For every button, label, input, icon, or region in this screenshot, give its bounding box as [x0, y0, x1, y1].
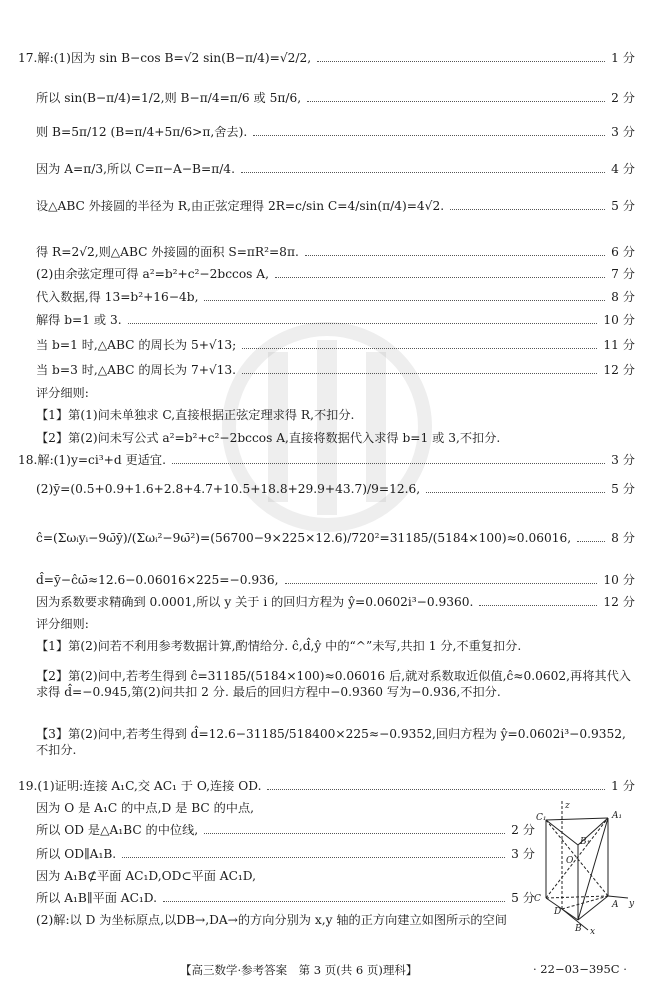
- label-D: D: [554, 907, 562, 917]
- q18-rubric-2: 【2】第(2)问中,若考生得到 ĉ=31185/(5184×100)≈0.06016 后,就对系数取近似值,ĉ≈0.0602,再将其代入求得 d̂=−0.945,第(2)问共扣 2 分. 最后的回归方程中−0.9360 写为−0.936,不扣分.: [36, 669, 631, 699]
- q18-rubric-title: 评分细则:: [36, 617, 89, 631]
- q17-line-9: 解得 b=1 或 3. 10 分: [36, 313, 635, 327]
- q18-line-5: 因为系数要求精确到 0.0001,所以 y 关于 i 的回归方程为 ŷ=0.0602i³−0.9360. 12 分: [36, 595, 635, 609]
- footer-code: · 22−03−395C ·: [533, 962, 627, 976]
- q18-rubric-3: 【3】第(2)问中,若考生得到 d̂=12.6−31185/518400×225≈−0.9352,回归方程为 ŷ=0.0602i³−0.9352,不扣分.: [36, 727, 626, 757]
- q17-rubric-title: 评分细则:: [36, 386, 89, 400]
- q19-line-2: 因为 O 是 A₁C 的中点,D 是 BC 的中点,: [36, 801, 255, 815]
- label-z: z: [565, 801, 570, 811]
- q17-line-2: 所以 sin(B−π/4)=1/2,则 B−π/4=π/6 或 5π/6, 2 分: [36, 91, 635, 105]
- prism-figure: [528, 800, 638, 935]
- q17-line-4: 因为 A=π/3,所以 C=π−A−B=π/4. 4 分: [36, 162, 635, 176]
- label-A1: A₁: [612, 811, 623, 821]
- q17-line-7: (2)由余弦定理可得 a²=b²+c²−2bccos A, 7 分: [36, 267, 635, 281]
- q19-line-3: 所以 OD 是△A₁BC 的中位线, 2 分: [36, 823, 535, 837]
- q17-line-11: 当 b=3 时,△ABC 的周长为 7+√13. 12 分: [36, 363, 635, 377]
- q18-line-1: 18.解:(1)y=ci³+d 更适宜. 3 分: [18, 453, 635, 467]
- label-x: x: [590, 927, 596, 935]
- label-C: C: [534, 894, 541, 904]
- label-A: A: [612, 900, 619, 910]
- q19-line-7: (2)解:以 D 为坐标原点,以DB→,DA→的方向分别为 x,y 轴的正方向建立如图所示的空间: [36, 913, 507, 927]
- q19-line-5: 因为 A₁B⊄平面 AC₁D,OD⊂平面 AC₁D,: [36, 869, 257, 883]
- q17-line-1: 17.解:(1)因为 sin B−cos B=√2 sin(B−π/4)=√2/2, 1 分: [18, 51, 635, 65]
- label-y: y: [629, 899, 635, 909]
- q17-line-6: 得 R=2√2,则△ABC 外接圆的面积 S=πR²=8π. 6 分: [36, 245, 635, 259]
- q17-line-10: 当 b=1 时,△ABC 的周长为 5+√13; 11 分: [36, 338, 635, 352]
- q18-line-4: d̂=ȳ−ĉω̄≈12.6−0.06016×225=−0.936, 10 分: [36, 573, 635, 587]
- label-B1: B₁: [580, 837, 591, 847]
- q17-line-3: 则 B=5π/12 (B=π/4+5π/6>π,舍去). 3 分: [36, 125, 635, 139]
- q19-line-4: 所以 OD∥A₁B. 3 分: [36, 847, 535, 861]
- q18-line-2: (2)ȳ=(0.5+0.9+1.6+2.8+4.7+10.5+18.8+29.9+43.7)/9=12.6, 5 分: [36, 482, 635, 496]
- footer-title: 【高三数学·参考答案 第 3 页(共 6 页)理科】: [180, 963, 418, 977]
- label-B: B: [575, 924, 582, 934]
- label-O: O: [566, 856, 574, 866]
- q18-line-3: ĉ=(Σωᵢyᵢ−9ω̄ȳ)/(Σωᵢ²−9ω̄²)=(56700−9×225×12.6)/720²=31185/(5184×100)≈0.06016, 8 分: [36, 531, 635, 545]
- label-C1: C₁: [536, 813, 547, 823]
- q17-line-5: 设△ABC 外接圆的半径为 R,由正弦定理得 2R=c/sin C=4/sin(π/4)=4√2. 5 分: [36, 199, 635, 213]
- q17-rubric-2: 【2】第(2)问未写公式 a²=b²+c²−2bccos A,直接将数据代入求得 b=1 或 3,不扣分.: [36, 431, 501, 445]
- q17-line-8: 代入数据,得 13=b²+16−4b, 8 分: [36, 290, 635, 304]
- q18-rubric-1: 【1】第(2)问若不利用参考数据计算,酌情给分. ĉ,d̂,ŷ 中的“^”未写,共扣 1 分,不重复扣分.: [36, 639, 522, 653]
- q19-line-6: 所以 A₁B∥平面 AC₁D. 5 分: [36, 891, 535, 905]
- q19-line-1: 19.(1)证明:连接 A₁C,交 AC₁ 于 O,连接 OD. 1 分: [18, 779, 635, 793]
- q17-rubric-1: 【1】第(1)问未单独求 C,直接根据正弦定理求得 R,不扣分.: [36, 408, 355, 422]
